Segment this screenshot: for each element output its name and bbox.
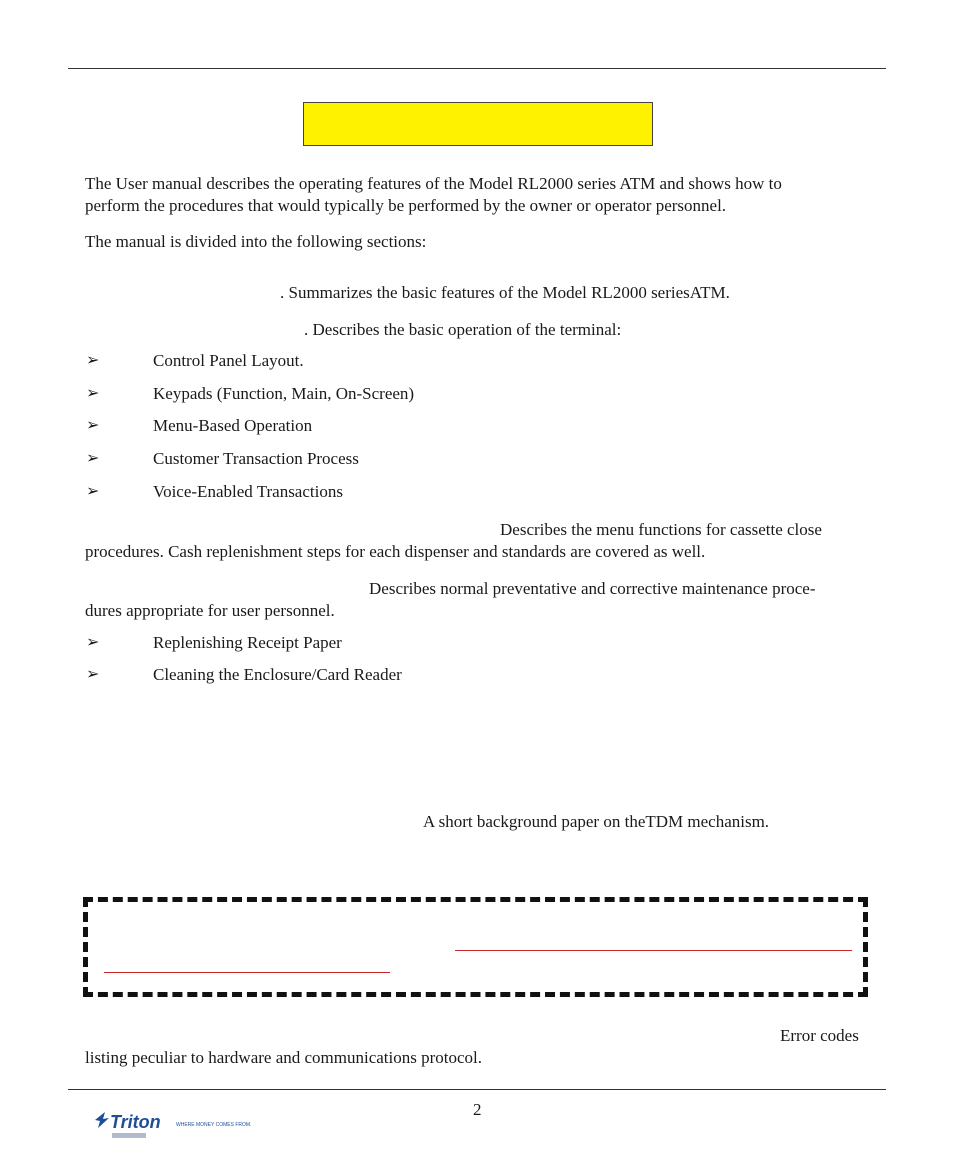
- logo-swoosh-icon: [95, 1112, 109, 1128]
- list-item: Keypads (Function, Main, On-Screen): [153, 384, 415, 403]
- section-6-description-line-1: Error codes: [780, 1026, 859, 1045]
- logo-underbar: [112, 1133, 146, 1138]
- bullet-arrow-icon: ➢: [86, 415, 100, 434]
- list-item: Cleaning the Enclosure/Card Reader: [153, 665, 402, 684]
- section-1-description: . Summarizes the basic features of the Model RL2000 seriesATM.: [280, 283, 730, 302]
- logo-tagline: WHERE MONEY COMES FROM.: [176, 1122, 252, 1128]
- list-item: Customer Transaction Process: [153, 449, 359, 468]
- link-underline[interactable]: [455, 950, 852, 951]
- bullet-arrow-icon: ➢: [86, 448, 100, 467]
- section-2-description: . Describes the basic operation of the terminal:: [304, 320, 622, 339]
- list-item: Control Panel Layout.: [153, 351, 304, 370]
- link-underline[interactable]: [104, 972, 390, 973]
- section-5-description: A short background paper on theTDM mechanism.: [423, 812, 770, 831]
- sections-intro: The manual is divided into the following sections:: [85, 232, 427, 251]
- intro-line-2: perform the procedures that would typically be performed by the owner or operator personnel.: [85, 196, 727, 215]
- section-3-description-line-1: Describes the menu functions for cassette close: [500, 520, 822, 539]
- list-item: Menu-Based Operation: [153, 416, 313, 435]
- bullet-arrow-icon: ➢: [86, 632, 100, 651]
- section-4-description-line-1: Describes normal preventative and corrective maintenance proce-: [369, 579, 816, 598]
- section-3-description-line-2: procedures. Cash replenishment steps for each dispenser and standards are covered as well.: [85, 542, 706, 561]
- list-item: Replenishing Receipt Paper: [153, 633, 342, 652]
- bullet-arrow-icon: ➢: [86, 481, 100, 500]
- section-4-description-line-2: dures appropriate for user personnel.: [85, 601, 335, 620]
- footer-rule: [68, 1089, 886, 1090]
- section-6-description-line-2: listing peculiar to hardware and communications protocol.: [85, 1048, 483, 1067]
- header-rule: [68, 68, 886, 69]
- bullet-arrow-icon: ➢: [86, 664, 100, 683]
- intro-line-1: The User manual describes the operating features of the Model RL2000 series ATM and shows how to: [85, 174, 782, 193]
- list-item: Voice-Enabled Transactions: [153, 482, 343, 501]
- highlighted-title-box: [303, 102, 653, 146]
- notice-box: [83, 897, 868, 997]
- triton-logo: [92, 1108, 257, 1144]
- bullet-arrow-icon: ➢: [86, 383, 100, 402]
- page-number: 2: [473, 1100, 482, 1119]
- bullet-arrow-icon: ➢: [86, 350, 100, 369]
- logo-wordmark: Triton: [110, 1112, 161, 1132]
